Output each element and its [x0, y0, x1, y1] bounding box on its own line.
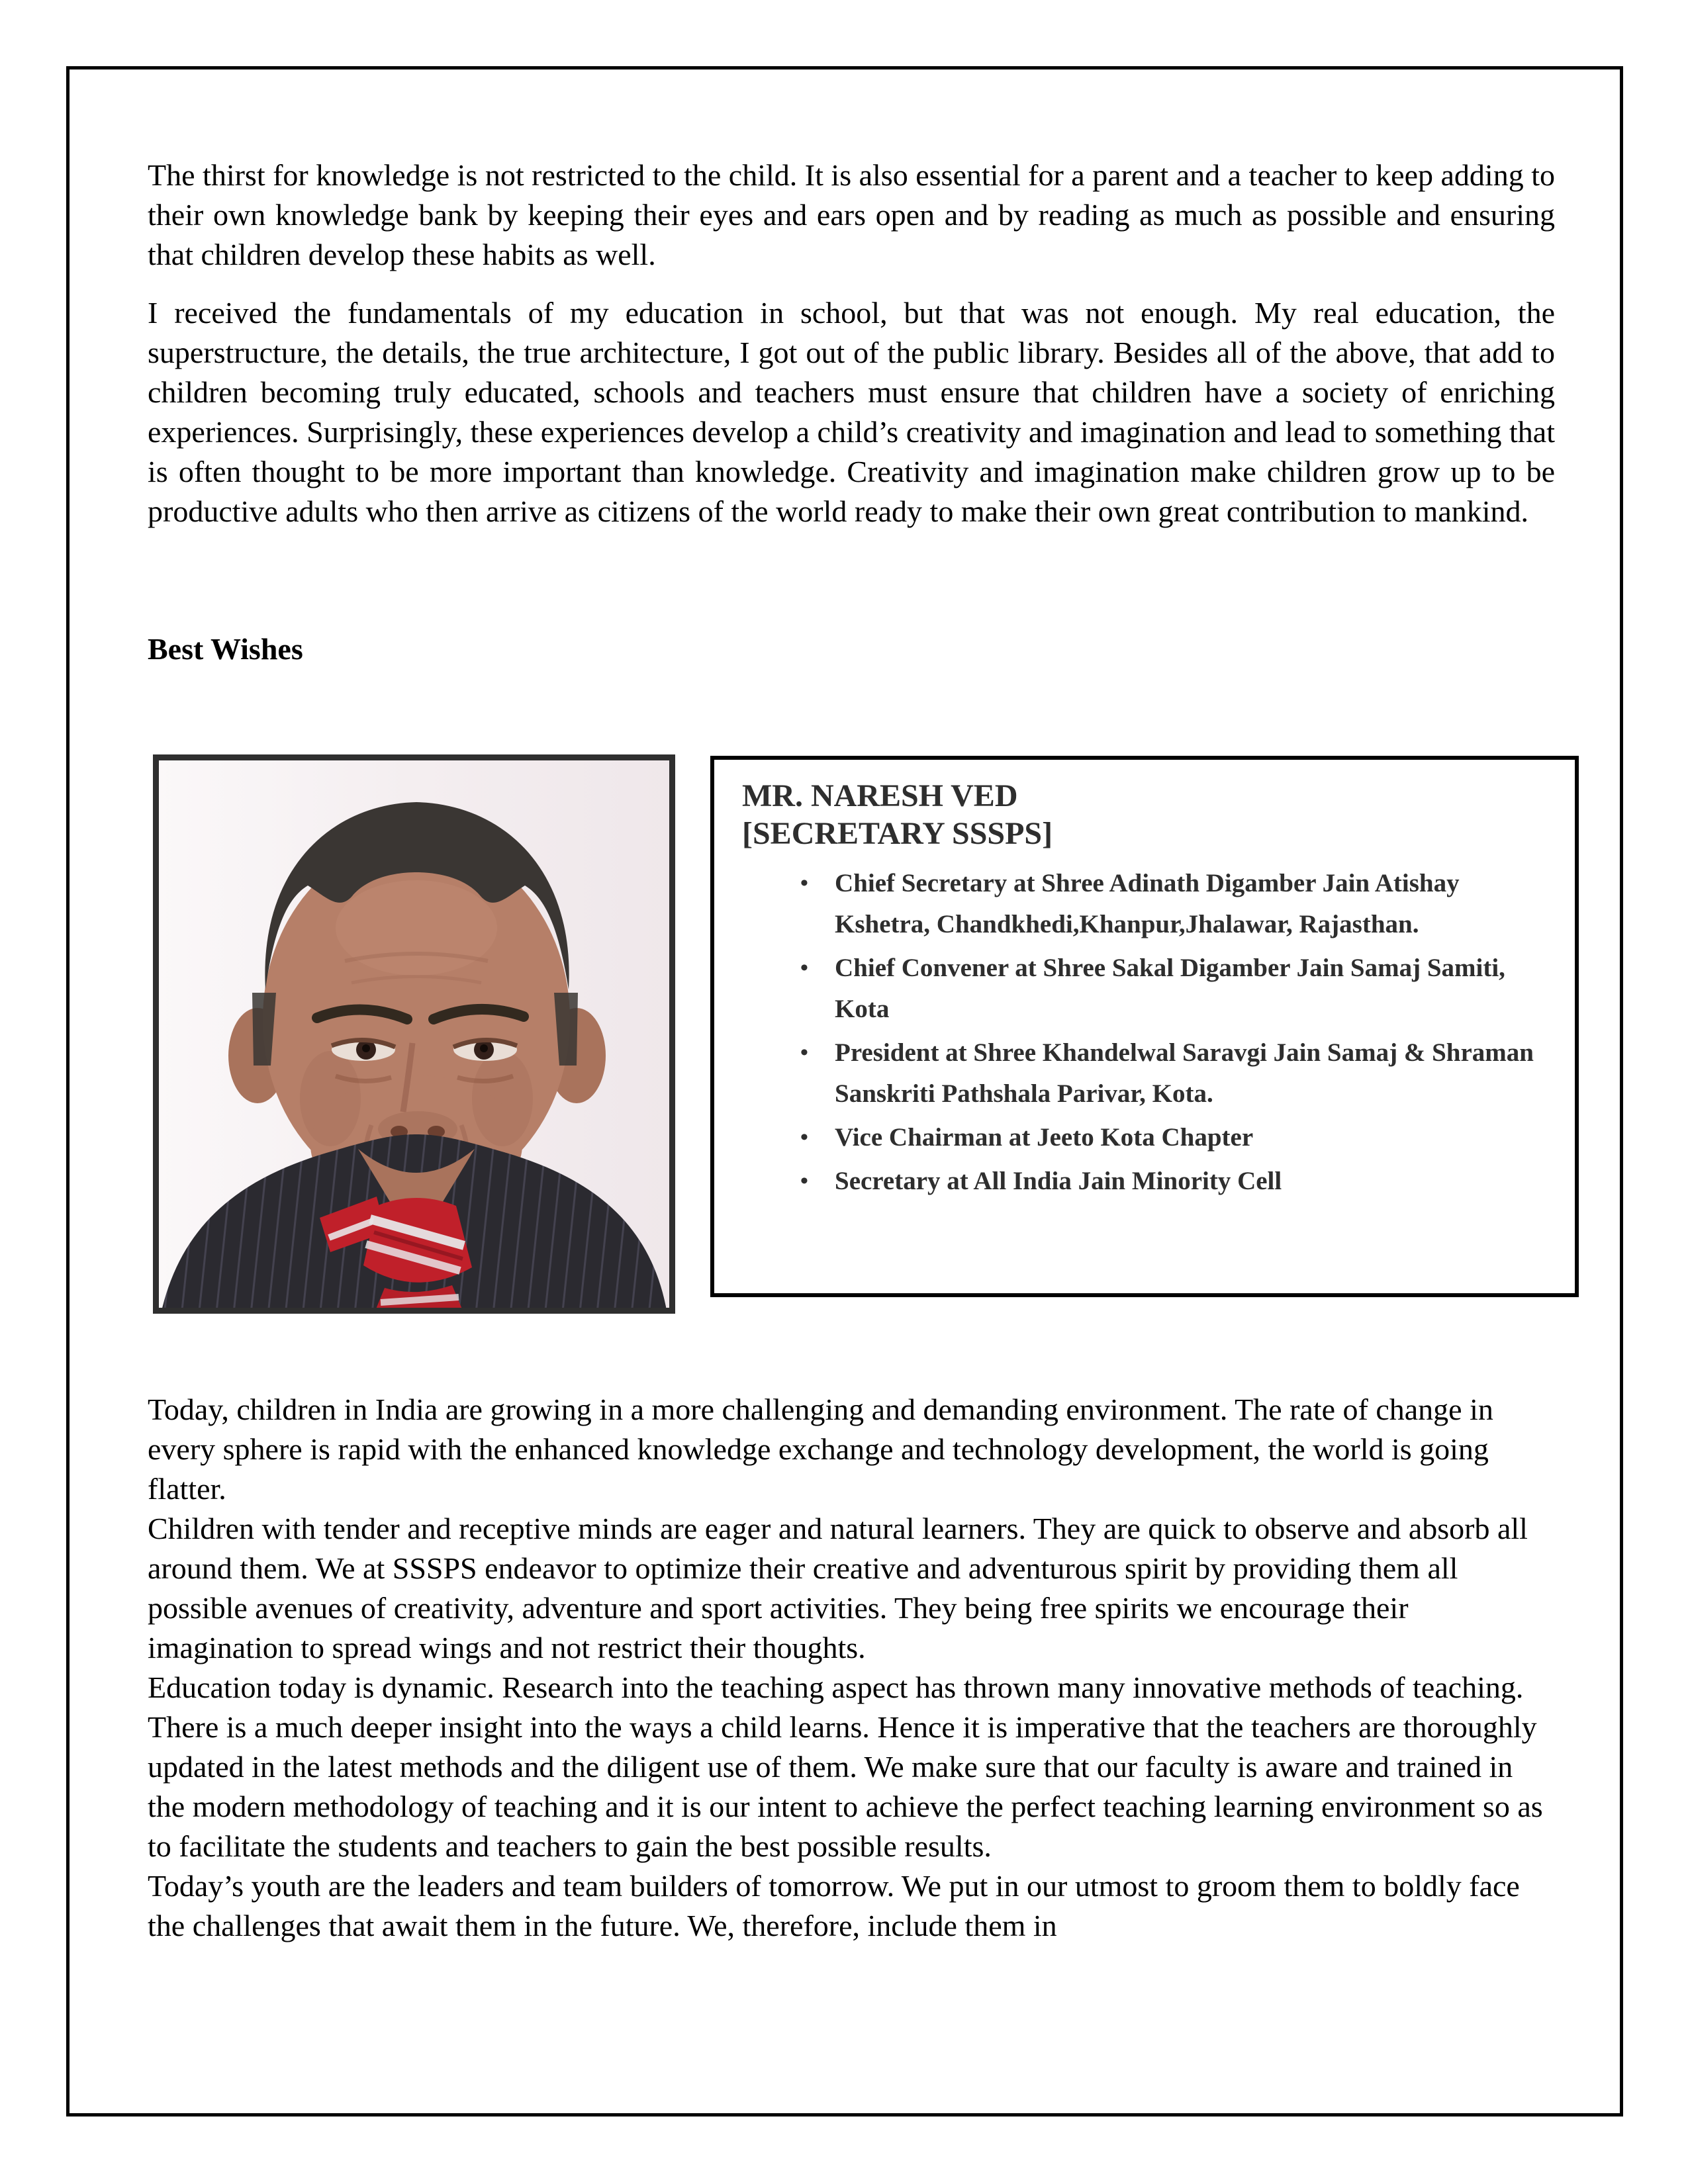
bullet-icon: •	[800, 1125, 808, 1150]
role-item	[800, 1032, 1552, 1115]
paragraph-todays-youth: Today’s youth are the leaders and team builders of tomorrow. We put in our utmost to groom them to boldly face the challenges that await them in the future. We, therefore, include them in	[148, 1869, 1520, 1942]
role-text: Secretary at All India Jain Minority Cell	[835, 1167, 1282, 1195]
role-text: Chief Convener at Shree Sakal Digamber Jain Samaj Samiti, Kota	[835, 954, 1505, 1023]
role-text: Vice Chairman at Jeeto Kota Chapter	[835, 1123, 1254, 1152]
profile-section	[70, 754, 1620, 1317]
bullet-icon: •	[800, 1040, 808, 1065]
portrait-photo	[153, 754, 675, 1314]
paragraph-thirst-for-knowledge: The thirst for knowledge is not restricted to the child. It is also essential for a parent and a teacher to keep adding to their own knowledge bank by keeping their eyes and ears open and by reading as much as possible and ensuring that children develop these habits as well.	[148, 158, 1555, 271]
portrait-illustration	[153, 754, 675, 1314]
paragraph-education-dynamic: Education today is dynamic. Research into the teaching aspect has thrown many innovative methods of teaching. There is a much deeper insight into the ways a child learns. Hence it is imperative that the teachers are thoroughly updated in the latest methods and the diligent use of them. We make sure that our faculty is aware and trained in the modern methodology of teaching and it is our intent to achieve the perfect teaching learning environment so as to facilitate the students and teachers to gain the best possible results.	[148, 1670, 1543, 1863]
role-item	[800, 1117, 1552, 1158]
role-text: President at Shree Khandelwal Saravgi Jain Samaj & Shraman Sanskriti Pathshala Parivar, Kota.	[835, 1038, 1534, 1108]
profile-roles-list	[742, 863, 1552, 1202]
paragraph-tender-minds: Children with tender and receptive minds are eager and natural learners. They are quick to observe and absorb all around them. We at SSSPS endeavor to optimize their creative and adventurous spirit by providing them all possible avenues of creativity, adventure and sport activities. They being free spirits we encourage their imagination to spread wings and not restrict their thoughts.	[148, 1512, 1528, 1664]
profile-designation: [SECRETARY SSSPS]	[742, 816, 1053, 851]
role-item	[800, 1161, 1552, 1202]
profile-info-box	[710, 756, 1579, 1297]
role-item	[800, 863, 1552, 945]
bullet-icon: •	[800, 871, 808, 895]
intro-text-block	[148, 156, 1555, 550]
paragraph-fundamentals-education: I received the fundamentals of my education in school, but that was not enough. My real education, the superstructure, the details, the true architecture, I got out of the public library. Besides all of the above, that add to children becoming truly educated, schools and teachers must ensure that children have a society of enriching experiences. Surprisingly, these experiences develop a child’s creativity and imagination and lead to something that is often thought to be more important than knowledge. Creativity and imagination make children grow up to be productive adults who then arrive as citizens of the world ready to make their own great contribution to mankind.	[148, 296, 1555, 528]
bullet-icon: •	[800, 956, 808, 980]
role-text: Chief Secretary at Shree Adinath Digamber Jain Atishay Kshetra, Chandkhedi,Khanpur,Jhalawar, Rajasthan.	[835, 869, 1460, 938]
main-text-block	[148, 1390, 1555, 1946]
role-item	[800, 948, 1552, 1030]
page-border-frame	[66, 66, 1623, 2116]
best-wishes-text: Best Wishes	[148, 632, 303, 666]
profile-name: MR. NARESH VED	[742, 778, 1018, 813]
paragraph-children-in-india: Today, children in India are growing in a more challenging and demanding environment. The rate of change in every sphere is rapid with the enhanced knowledge exchange and technology development, the world is going flatter.	[148, 1392, 1493, 1506]
bullet-icon: •	[800, 1169, 808, 1193]
